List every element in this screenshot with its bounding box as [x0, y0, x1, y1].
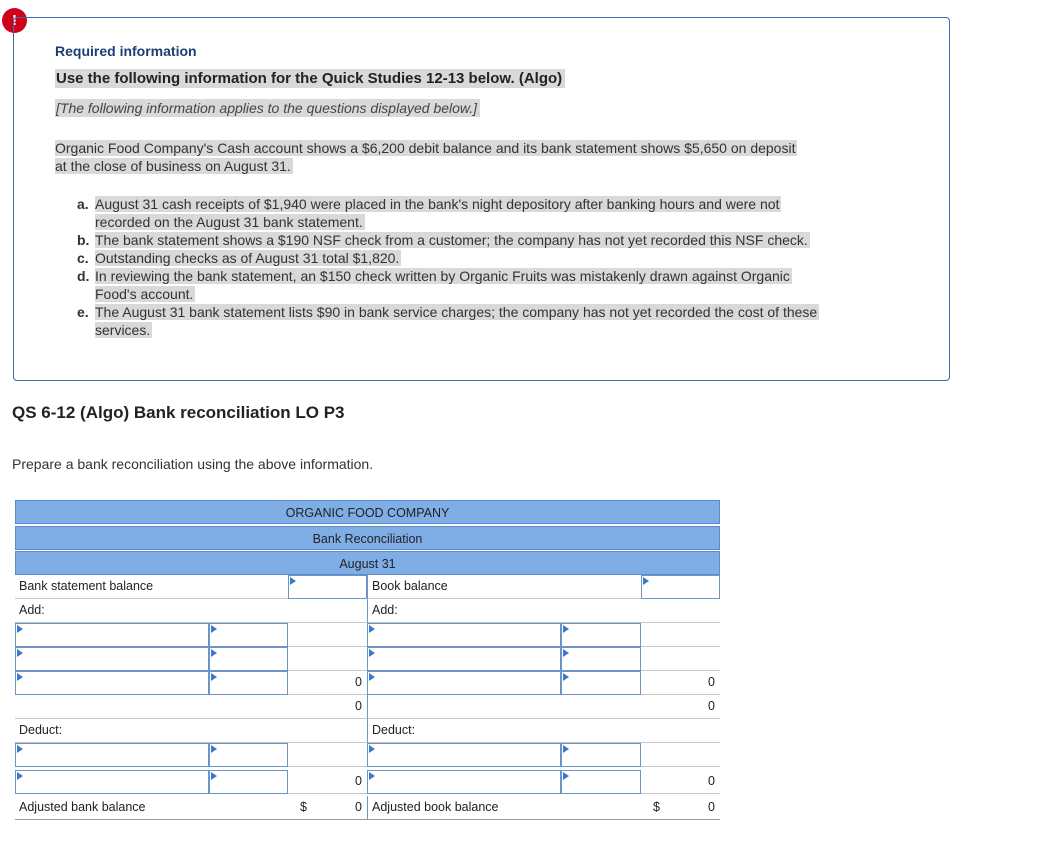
bank-deduct-amount-input[interactable] [209, 743, 288, 767]
dropdown-arrow-icon [211, 625, 217, 633]
book-deduct-amount-input[interactable] [561, 743, 641, 767]
dropdown-arrow-icon [17, 745, 23, 753]
book-add-blank [641, 647, 720, 671]
dropdown-arrow-icon [369, 772, 375, 780]
dropdown-arrow-icon [563, 649, 569, 657]
bank-deduct-amount-input[interactable] [209, 770, 288, 794]
dropdown-arrow-icon [643, 577, 649, 585]
info-paragraph: Organic Food Company's Cash account shows a $6,200 debit balance and its bank statement shows $5,650 on deposit at the close of business on August 31. [55, 140, 796, 174]
bank-deduct-total: 0 [288, 770, 367, 794]
dropdown-arrow-icon [369, 649, 375, 657]
dropdown-arrow-icon [211, 772, 217, 780]
bank-subtotal-label [15, 695, 288, 719]
book-add-description-input[interactable] [367, 647, 561, 671]
book-add-blank [641, 623, 720, 647]
book-add-amount-input[interactable] [561, 647, 641, 671]
book-subtotal: 0 [641, 695, 720, 719]
question-prompt: Prepare a bank reconciliation using the above information. [12, 456, 374, 472]
statement-title-header: Bank Reconciliation [15, 526, 720, 550]
bank-reconciliation-table [15, 500, 720, 822]
book-add-label: Add: [367, 599, 720, 623]
book-add-description-input[interactable] [367, 671, 561, 695]
dropdown-arrow-icon [369, 673, 375, 681]
dropdown-arrow-icon [369, 745, 375, 753]
date-header: August 31 [15, 551, 720, 575]
company-name-header: ORGANIC FOOD COMPANY [15, 500, 720, 524]
bank-deduct-description-input[interactable] [15, 770, 209, 794]
dropdown-arrow-icon [369, 625, 375, 633]
info-items-list [77, 195, 922, 339]
book-balance-input[interactable] [641, 575, 720, 599]
dropdown-arrow-icon [290, 577, 296, 585]
book-deduct-description-input[interactable] [367, 770, 561, 794]
book-deduct-total: 0 [641, 770, 720, 794]
list-item: c. Outstanding checks as of August 31 total $1,820. [77, 250, 400, 266]
bank-deduct-blank [288, 743, 367, 767]
list-item: e. The August 31 bank statement lists $90 in bank service charges; the company has not yet recorded the cost of these services. [77, 304, 818, 338]
dropdown-arrow-icon [211, 745, 217, 753]
bank-add-blank [288, 623, 367, 647]
bank-deduct-label: Deduct: [15, 719, 367, 743]
dropdown-arrow-icon [211, 649, 217, 657]
bank-subtotal: 0 [288, 695, 367, 719]
bank-add-total: 0 [288, 671, 367, 695]
bank-add-description-input[interactable] [15, 671, 209, 695]
bank-add-amount-input[interactable] [209, 623, 288, 647]
dropdown-arrow-icon [17, 649, 23, 657]
dropdown-arrow-icon [17, 625, 23, 633]
book-add-amount-input[interactable] [561, 671, 641, 695]
book-add-total: 0 [641, 671, 720, 695]
dropdown-arrow-icon [563, 772, 569, 780]
dropdown-arrow-icon [17, 673, 23, 681]
adjusted-book-balance-label: Adjusted book balance [367, 796, 641, 820]
bank-add-amount-input[interactable] [209, 671, 288, 695]
bank-add-label: Add: [15, 599, 367, 623]
applies-note: [The following information applies to the questions displayed below.] [55, 100, 480, 116]
dropdown-arrow-icon [563, 625, 569, 633]
adjusted-bank-balance-value: $ 0 [288, 796, 367, 820]
question-title: QS 6-12 (Algo) Bank reconciliation LO P3 [12, 403, 345, 422]
use-following-line: Use the following information for the Quick Studies 12-13 below. (Algo) [55, 70, 565, 87]
book-deduct-label: Deduct: [367, 719, 720, 743]
alert-icon: ! [2, 8, 27, 33]
list-item: a. August 31 cash receipts of $1,940 were placed in the bank's night depository after banking hours and were not recorded on the August 31 bank statement. [77, 196, 780, 230]
book-deduct-amount-input[interactable] [561, 770, 641, 794]
dropdown-arrow-icon [211, 673, 217, 681]
adjusted-bank-balance-label: Adjusted bank balance [15, 796, 288, 820]
list-item: b. The bank statement shows a $190 NSF check from a customer; the company has not yet recorded this NSF check. [77, 232, 808, 248]
list-item: d. In reviewing the bank statement, an $150 check written by Organic Fruits was mistakenly drawn against Organic Food's account. [77, 268, 790, 302]
book-deduct-description-input[interactable] [367, 743, 561, 767]
adjusted-book-balance-value: $ 0 [641, 796, 720, 820]
book-add-amount-input[interactable] [561, 623, 641, 647]
bank-add-blank [288, 647, 367, 671]
book-subtotal-label [367, 695, 641, 719]
bank-statement-balance-label: Bank statement balance [15, 575, 288, 599]
book-balance-label: Book balance [367, 575, 641, 599]
bank-deduct-description-input[interactable] [15, 743, 209, 767]
book-add-description-input[interactable] [367, 623, 561, 647]
bank-add-description-input[interactable] [15, 647, 209, 671]
dropdown-arrow-icon [563, 745, 569, 753]
dropdown-arrow-icon [17, 772, 23, 780]
required-info-title: Required information [55, 43, 197, 59]
dropdown-arrow-icon [563, 673, 569, 681]
bank-statement-balance-input[interactable] [288, 575, 367, 599]
book-deduct-blank [641, 743, 720, 767]
bank-add-description-input[interactable] [15, 623, 209, 647]
bank-add-amount-input[interactable] [209, 647, 288, 671]
